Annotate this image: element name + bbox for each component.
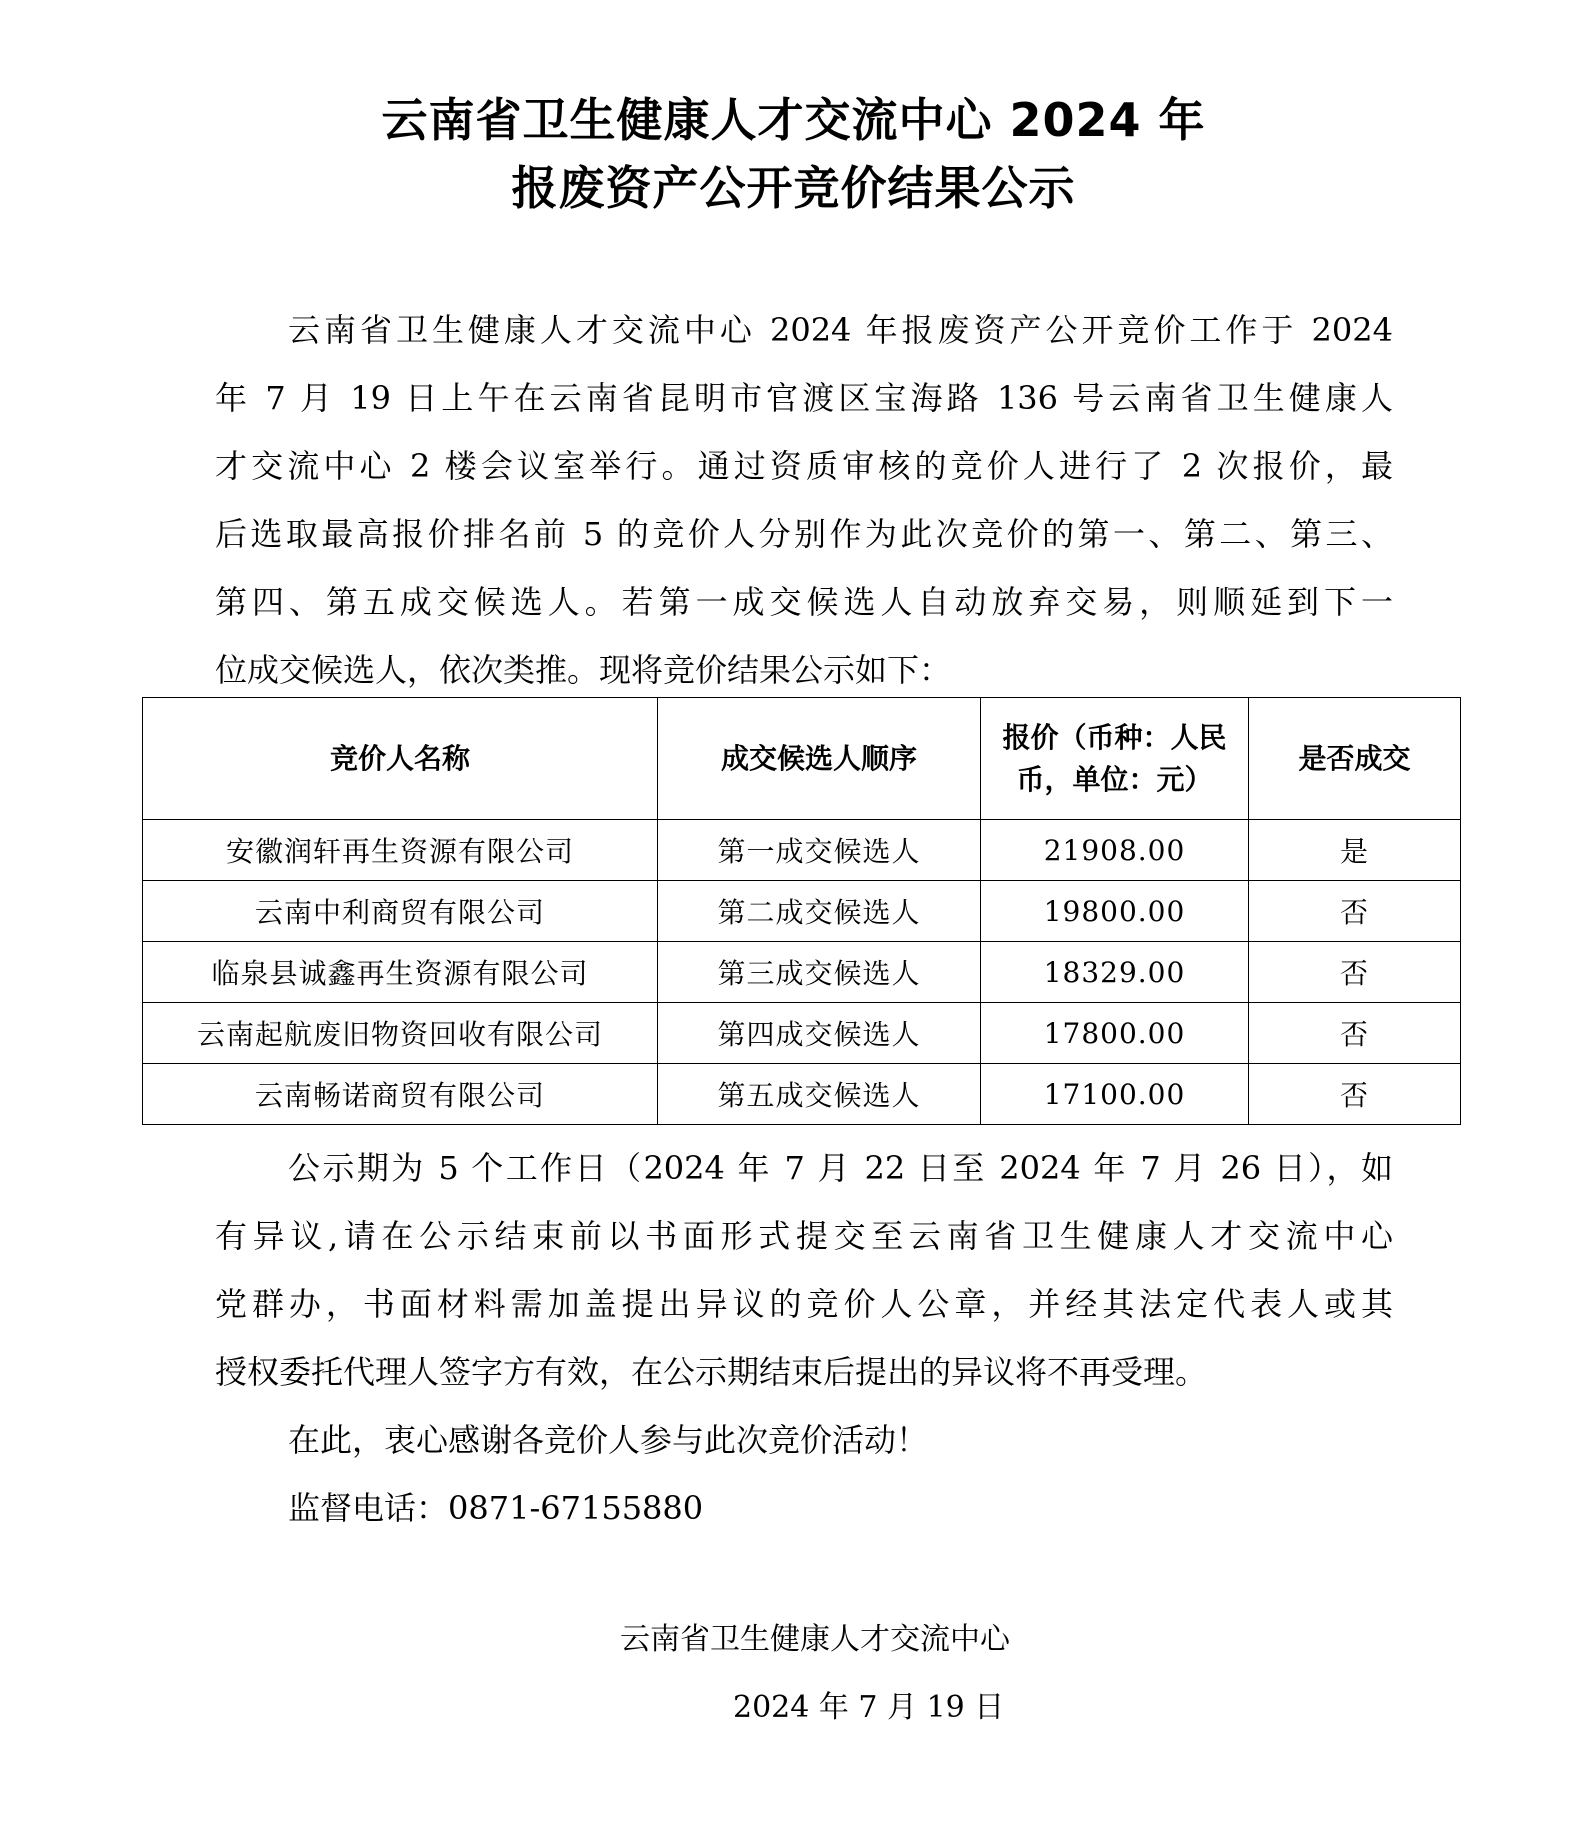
bidder-name-cell: 云南中利商贸有限公司: [143, 881, 658, 942]
results-table: [142, 697, 1461, 1125]
bid-price-cell: 17800.00: [981, 1003, 1249, 1064]
intro-line: 才交流中心 2 楼会议室举行。通过资质审核的竞价人进行了 2 次报价，最: [215, 447, 1393, 485]
notice-line: 公示期为 5 个工作日（2024 年 7 月 22 日至 2024 年 7 月 26 日），如: [288, 1149, 1393, 1187]
bid-price-cell: 17100.00: [981, 1064, 1249, 1125]
bid-price-cell: 21908.00: [981, 820, 1249, 881]
deal-status-cell: 否: [1249, 881, 1461, 942]
deal-status-cell: 是: [1249, 820, 1461, 881]
notice-line: 党群办，书面材料需加盖提出异议的竞价人公章，并经其法定代表人或其: [215, 1285, 1393, 1323]
intro-line: 第四、第五成交候选人。若第一成交候选人自动放弃交易，则顺延到下一: [215, 583, 1393, 621]
intro-line: 云南省卫生健康人才交流中心 2024 年报废资产公开竞价工作于 2024: [288, 311, 1393, 349]
signature-org: 云南省卫生健康人才交流中心: [620, 1622, 1010, 1657]
signature-date: 2024 年 7 月 19 日: [733, 1690, 1005, 1725]
table-row: [143, 820, 1461, 881]
bidder-name-cell: 云南起航废旧物资回收有限公司: [143, 1003, 658, 1064]
table-row: [143, 1003, 1461, 1064]
table-row: [143, 1064, 1461, 1125]
bid-price-cell: 19800.00: [981, 881, 1249, 942]
title-line-2: 报废资产公开竞价结果公示: [511, 161, 1076, 215]
candidate-order-cell: 第五成交候选人: [658, 1064, 981, 1125]
intro-line: 位成交候选人，依次类推。现将竞价结果公示如下：: [215, 651, 952, 689]
notice-line: 有异议,请在公示结束前以书面形式提交至云南省卫生健康人才交流中心: [215, 1217, 1393, 1255]
header-candidate-order: 成交候选人顺序: [658, 698, 981, 820]
deal-status-cell: 否: [1249, 1003, 1461, 1064]
thanks-text: 在此，衷心感谢各竞价人参与此次竞价活动！: [288, 1421, 929, 1459]
header-deal-status: 是否成交: [1249, 698, 1461, 820]
table-row: [143, 942, 1461, 1003]
bid-price-cell: 18329.00: [981, 942, 1249, 1003]
table-header-row: [143, 698, 1461, 820]
deal-status-cell: 否: [1249, 942, 1461, 1003]
header-bid-price: 报价（币种：人民币，单位：元）: [981, 698, 1249, 820]
bidder-name-cell: 临泉县诚鑫再生资源有限公司: [143, 942, 658, 1003]
notice-line: 授权委托代理人签字方有效，在公示期结束后提出的异议将不再受理。: [215, 1353, 1208, 1391]
header-bidder-name: 竞价人名称: [143, 698, 658, 820]
deal-status-cell: 否: [1249, 1064, 1461, 1125]
intro-line: 后选取最高报价排名前 5 的竞价人分别作为此次竞价的第一、第二、第三、: [215, 515, 1393, 553]
intro-line: 年 7 月 19 日上午在云南省昆明市官渡区宝海路 136 号云南省卫生健康人: [215, 379, 1393, 417]
title-line-1: 云南省卫生健康人才交流中心 2024 年: [381, 93, 1206, 147]
candidate-order-cell: 第四成交候选人: [658, 1003, 981, 1064]
table-row: [143, 881, 1461, 942]
candidate-order-cell: 第二成交候选人: [658, 881, 981, 942]
candidate-order-cell: 第三成交候选人: [658, 942, 981, 1003]
bidder-name-cell: 云南畅诺商贸有限公司: [143, 1064, 658, 1125]
candidate-order-cell: 第一成交候选人: [658, 820, 981, 881]
bidder-name-cell: 安徽润轩再生资源有限公司: [143, 820, 658, 881]
supervision-phone: 监督电话：0871-67155880: [288, 1489, 704, 1527]
